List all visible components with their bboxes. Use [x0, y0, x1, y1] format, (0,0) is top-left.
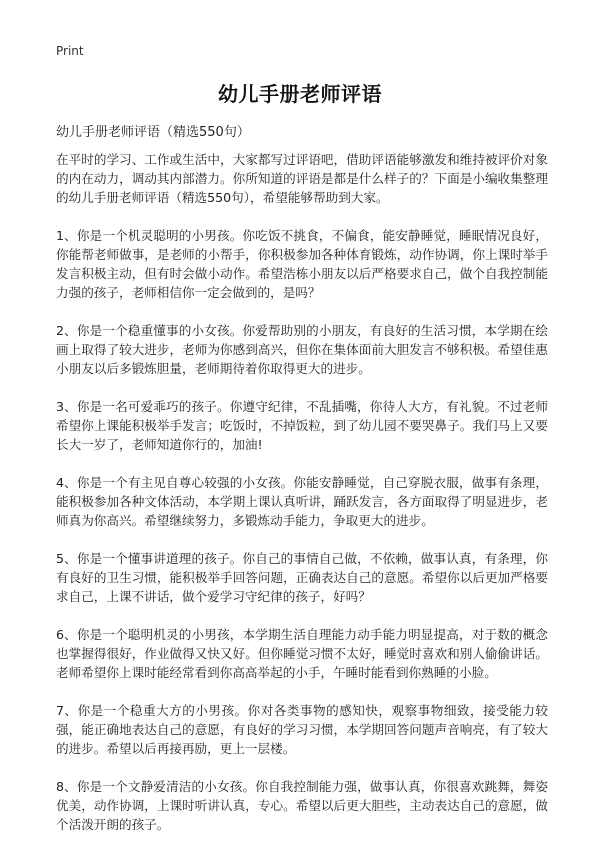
comment-paragraph-7: 7、你是一个稳重大方的小男孩。你对各类事物的感知快，观察事物细致，接受能力较强，能正确地表达自己的意愿，有良好的学习习惯，本学期回答问题声音响亮，有了较大的进步。希望以后再接再励，更上一层楼。 — [56, 703, 548, 756]
comment-paragraph-6: 6、你是一个聪明机灵的小男孩，本学期生活自理能力动手能力明显提高，对于数的概念也掌握得很好，作业做得又快又好。但你睡觉习惯不太好，睡觉时喜欢和别人偷偷讲话。老师希望你上课时能经常看到你高高举起的小手，午睡时能看到你熟睡的小脸。 — [56, 627, 548, 680]
print-link[interactable]: Print — [56, 44, 84, 58]
comment-paragraph-1: 1、你是一个机灵聪明的小男孩。你吃饭不挑食，不偏食，能安静睡觉，睡眠情况良好，你能帮老师做事，是老师的小帮手，你积极参加各种体育锻炼，动作协调，你上课时举手发言积极主动，但有时会做小动作。希望浩栋小朋友以后严格要求自己，做个自我控制能力强的孩子，老师相信你一定会做到的，是吗？ — [56, 228, 548, 300]
comment-paragraph-5: 5、你是一个懂事讲道理的孩子。你自己的事情自己做，不依赖，做事认真，有条理，你有良好的卫生习惯，能积极举手回答问题，正确表达自己的意愿。希望你以后更加严格要求自己，上课不讲话，做个爱学习守纪律的孩子，好吗？ — [56, 551, 548, 604]
comment-paragraph-3: 3、你是一名可爱乖巧的孩子。你遵守纪律，不乱插嘴，你待人大方，有礼貌。不过老师希望你上课能积极举手发言；吃饭时，不掉饭粒，到了幼儿园不要哭鼻子。我们马上又要长大一岁了，老师知道你行的，加油! — [56, 399, 548, 452]
comment-paragraph-4: 4、你是一个有主见自尊心较强的小女孩。你能安静睡觉，自己穿脱衣服，做事有条理，能积极参加各种文体活动，本学期上课认真听讲，踊跃发言，各方面取得了明显进步，老师真为你高兴。希望继续努力，多锻炼动手能力，争取更大的进步。 — [56, 475, 548, 528]
page-subtitle: 幼儿手册老师评语（精选550句） — [56, 125, 250, 140]
comment-paragraph-2: 2、你是一个稳重懂事的小女孩。你爱帮助别的小朋友，有良好的生活习惯，本学期在绘画上取得了较大进步，老师为你感到高兴，但你在集体面前大胆发言不够积极。希望佳惠小朋友以后多锻炼胆量，老师期待着你取得更大的进步。 — [56, 323, 548, 376]
intro-paragraph: 在平时的学习、工作或生活中，大家都写过评语吧，借助评语能够激发和维持被评价对象的内在动力，调动其内部潜力。你所知道的评语是都是什么样子的？下面是小编收集整理的幼儿手册老师评语（精选550句），希望能够帮助到大家。 — [56, 152, 548, 205]
article-body — [56, 150, 548, 853]
comment-paragraph-8: 8、你是一个文静爱清洁的小女孩。你自我控制能力强，做事认真，你很喜欢跳舞，舞姿优美，动作协调，上课时听讲认真，专心。希望以后更大胆些，主动表达自己的意愿，做个活泼开朗的孩子。 — [56, 779, 548, 832]
page-title: 幼儿手册老师评语 — [218, 82, 382, 106]
